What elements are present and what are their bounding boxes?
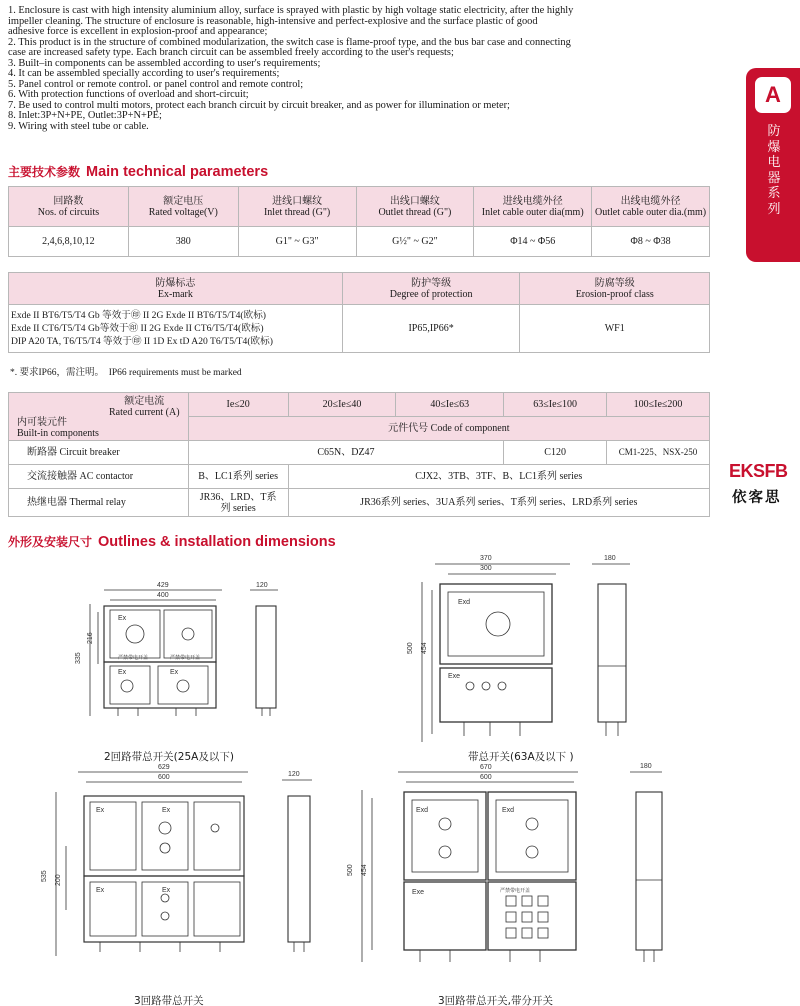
protection-cell: IP65,IP66* bbox=[342, 305, 520, 353]
svg-text:Exe: Exe bbox=[412, 889, 425, 896]
dim-label: 180 bbox=[604, 555, 616, 562]
col-header-protection: 防护等级 Degree of protection bbox=[342, 273, 520, 305]
drawing-main-switch bbox=[407, 555, 630, 742]
category-letter: A bbox=[755, 77, 791, 113]
list-item: 1. Enclosure is cast with high intensity aluminium alloy, surface is sprayed with plastic by high voltage static electricity, after the highly bbox=[8, 5, 574, 16]
category-side-tab bbox=[746, 68, 800, 262]
table-cell: B、LC1系列 series bbox=[188, 465, 288, 489]
svg-text:Exd: Exd bbox=[416, 807, 429, 814]
range-header: 40≤Ie≤63 bbox=[396, 393, 504, 417]
list-item: case are increased safety type. Each branch circuit can be assembled freely according to the user's requests; bbox=[8, 47, 454, 58]
table-cell: G1" ~ G3" bbox=[238, 227, 356, 257]
drawing-caption: 2回路带总开关(25A及以下) bbox=[104, 751, 234, 763]
dim-label: 670 bbox=[480, 764, 492, 771]
list-item: 2. This product is in the structure of combined modularization, the switch case is flame-proof type, and the bus bar case and connecting bbox=[8, 36, 571, 48]
dim-label: 300 bbox=[480, 565, 492, 572]
drawing-caption: 3回路带总开关,带分开关 bbox=[438, 995, 554, 1006]
col-header-circuits: 回路数 Nos. of circuits bbox=[9, 187, 129, 227]
drawing-3-circuit bbox=[41, 764, 312, 956]
row-name: 断路器 Circuit breaker bbox=[9, 441, 189, 465]
list-item: 6. With protection functions of overload and short-circuit; bbox=[8, 89, 249, 100]
ex-mark-table bbox=[8, 272, 710, 353]
table-cell: Φ14 ~ Φ56 bbox=[474, 227, 592, 257]
svg-text:Ex: Ex bbox=[162, 887, 171, 894]
dim-label: 535 bbox=[41, 870, 48, 882]
ip66-note: *. 要求IP66，需注明。 IP66 requirements must be marked bbox=[10, 368, 242, 378]
dim-label: 216 bbox=[87, 632, 94, 644]
col-header-inlet: 进线口螺纹 Inlet thread (G") bbox=[238, 187, 356, 227]
dim-label: 454 bbox=[361, 864, 368, 876]
list-item: 5. Panel control or remote control. or panel control and remote control; bbox=[8, 78, 304, 90]
col-header-voltage: 额定电压 Rated voltage(V) bbox=[128, 187, 238, 227]
section-heading-cn: 外形及安装尺寸 bbox=[8, 535, 93, 549]
col-header-erosion: 防腐等级 Erosion-proof class bbox=[520, 273, 710, 305]
table-cell: 380 bbox=[128, 227, 238, 257]
row-name: 交流接触器 AC contactor bbox=[9, 465, 189, 489]
code-header: 元件代号 Code of component bbox=[188, 417, 709, 441]
dim-label: 500 bbox=[407, 642, 414, 654]
col-header-outlet-dia: 出线电缆外径 Outlet cable outer dia.(mm) bbox=[592, 187, 710, 227]
list-item: 7. Be used to control multi motors, protect each branch circuit by circuit breaker, and as power for illumination or meter; bbox=[8, 99, 510, 111]
feature-list bbox=[8, 6, 738, 132]
dim-label: 335 bbox=[75, 652, 82, 664]
svg-text:严禁带电开盖: 严禁带电开盖 bbox=[118, 655, 149, 661]
dim-label: 429 bbox=[157, 582, 169, 589]
table-cell: JR36系列 series、3UA系列 series、T系列 series、LRD系列 series bbox=[288, 489, 709, 517]
dim-label: 120 bbox=[256, 582, 268, 589]
col-header-inlet-dia: 进线电缆外径 Inlet cable outer dia(mm) bbox=[474, 187, 592, 227]
drawing-caption: 3回路带总开关 bbox=[134, 995, 204, 1006]
svg-text:Ex: Ex bbox=[118, 669, 127, 676]
drawing-2-circuit bbox=[75, 582, 278, 716]
svg-text:Ex: Ex bbox=[118, 615, 127, 622]
dim-label: 400 bbox=[157, 592, 169, 599]
exmark-cell: Exde II BT6/T5/T4 Gb 等效于㊞ II 2G Exde II BT6/T5/T4(欧标) Exde II CT6/T5/T4 Gb等效于㊞ II 2G Exde II CT6/T5/T4(欧标) DIP A20 TA, T6/T5/T4 等效于㊞ II 1D Ex tD A20 T6/T5/T4(欧标) bbox=[9, 305, 343, 353]
svg-text:Exd: Exd bbox=[502, 807, 515, 814]
section-heading-cn: 主要技术参数 bbox=[8, 165, 81, 179]
brand-logo: EKSFB bbox=[729, 461, 788, 481]
list-item: 8. Inlet:3P+N+PE, Outlet:3P+N+PE; bbox=[8, 110, 162, 121]
table-cell: JR36、LRD、T系列 series bbox=[188, 489, 288, 517]
table-cell: CM1-225、NSX-250 bbox=[607, 441, 710, 465]
table-cell: C65N、DZ47 bbox=[188, 441, 504, 465]
range-header: Ie≤20 bbox=[188, 393, 288, 417]
svg-text:Exd: Exd bbox=[458, 599, 471, 606]
list-item: 9. Wiring with steel tube or cable. bbox=[8, 120, 149, 132]
section-heading-tech bbox=[8, 161, 268, 180]
dim-label: 370 bbox=[480, 555, 492, 562]
row-name: 热继电器 Thermal relay bbox=[9, 489, 189, 517]
svg-text:Ex: Ex bbox=[170, 669, 179, 676]
brand-name-cn: 依客思 bbox=[732, 490, 782, 506]
table-cell: Φ8 ~ Φ38 bbox=[592, 227, 710, 257]
erosion-cell: WF1 bbox=[520, 305, 710, 353]
list-item: impeller cleaning. The structure of enclosure is reasonable, high-intensive and perfect-explosive and the surface plastic of good bbox=[8, 15, 538, 27]
list-item: 4. It can be assembled specially according to user's requirements; bbox=[8, 68, 280, 79]
list-item: 3. Built–in components can be assembled according to user's requirements; bbox=[8, 57, 321, 69]
outline-drawings bbox=[0, 546, 800, 1006]
section-heading-en: Main technical parameters bbox=[86, 164, 269, 180]
dim-label: 600 bbox=[158, 774, 170, 781]
table-cell: 2,4,6,8,10,12 bbox=[9, 227, 129, 257]
range-header: 100≤Ie≤200 bbox=[607, 393, 710, 417]
components-table bbox=[8, 392, 710, 517]
dim-label: 500 bbox=[347, 864, 354, 876]
svg-text:Exe: Exe bbox=[448, 673, 461, 680]
dim-label: 180 bbox=[640, 763, 652, 770]
dim-label: 629 bbox=[158, 764, 170, 771]
col-header-outlet: 出线口螺纹 Outlet thread (G") bbox=[356, 187, 474, 227]
rated-current-header: 额定电流 Rated current (A) 内可装元件 Built-in components bbox=[9, 393, 189, 441]
range-header: 20≤Ie≤40 bbox=[288, 393, 396, 417]
drawing-caption: 带总开关(63A及以下 ) bbox=[468, 751, 574, 763]
dim-label: 454 bbox=[421, 642, 428, 654]
table-cell: C120 bbox=[504, 441, 607, 465]
table-cell: G½" ~ G2" bbox=[356, 227, 474, 257]
section-heading-en: Outlines & installation dimensions bbox=[98, 534, 336, 550]
range-header: 63≤Ie≤100 bbox=[504, 393, 607, 417]
dim-label: 200 bbox=[55, 874, 62, 886]
svg-text:Ex: Ex bbox=[96, 887, 105, 894]
dim-label: 120 bbox=[288, 771, 300, 778]
tech-params-table bbox=[8, 186, 710, 257]
svg-text:严禁带电开盖: 严禁带电开盖 bbox=[500, 888, 531, 894]
svg-text:严禁带电开盖: 严禁带电开盖 bbox=[170, 655, 201, 661]
category-name: 防爆电器系列 bbox=[767, 124, 781, 217]
drawing-3-circuit-branch bbox=[347, 763, 662, 962]
svg-text:Ex: Ex bbox=[96, 807, 105, 814]
table-cell: CJX2、3TB、3TF、B、LC1系列 series bbox=[288, 465, 709, 489]
list-item: adhesive force is excellent in explosion-proof and appearance; bbox=[8, 26, 268, 37]
svg-text:Ex: Ex bbox=[162, 807, 171, 814]
col-header-exmark: 防爆标志 Ex-mark bbox=[9, 273, 343, 305]
dim-label: 600 bbox=[480, 774, 492, 781]
